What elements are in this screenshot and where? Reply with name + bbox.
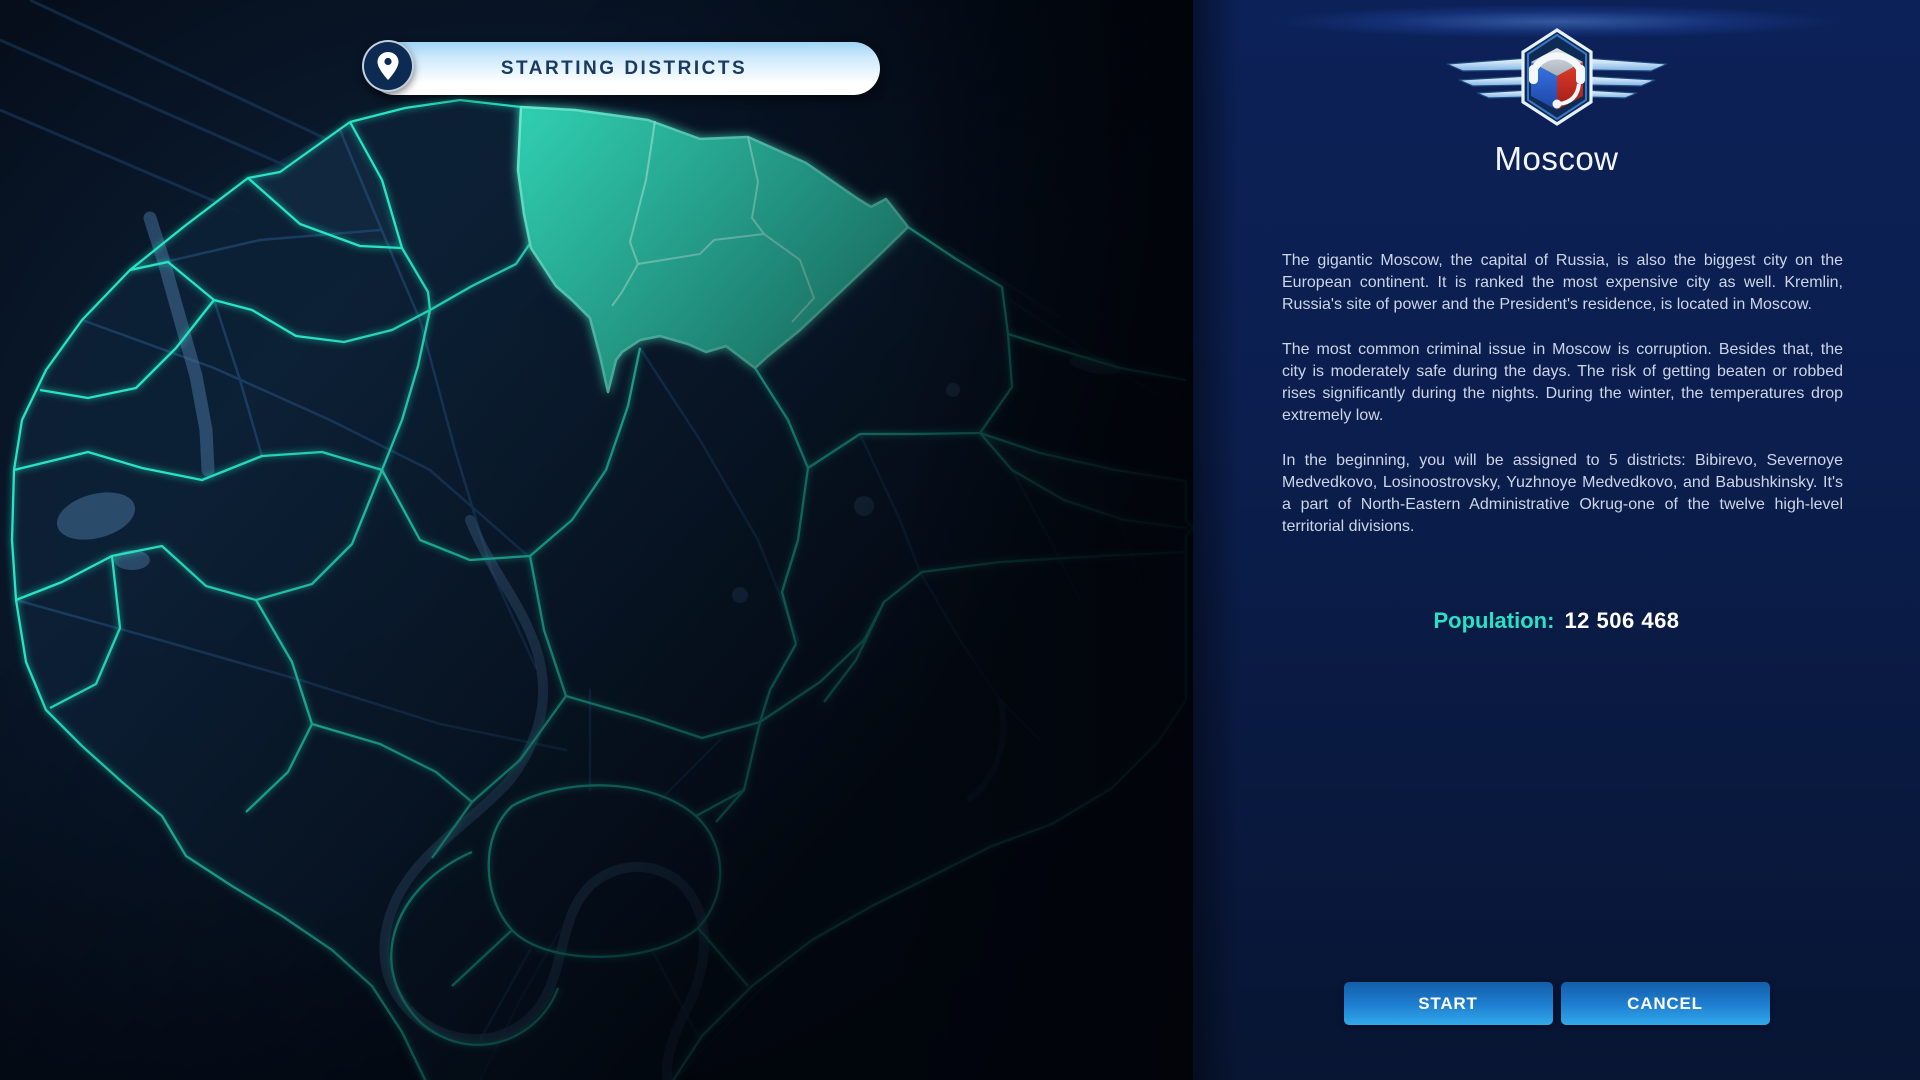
description-paragraph: The most common criminal issue in Moscow is corruption. Besides that, the city is moderately safe during the days. The risk of getting beaten or robbed rises significantly during the nights. During the winter, the temperatures drop extremely low. [1282,341,1843,424]
population-row [1193,608,1920,634]
location-pin-icon [376,51,400,81]
cancel-button[interactable]: CANCEL [1561,982,1770,1025]
city-title: Moscow [1494,140,1619,177]
description-paragraph: The gigantic Moscow, the capital of Russia, is also the biggest city on the European continent. It is ranked the most expensive city as well. Kremlin, Russia's site of power and the President's residence, is located in Moscow. [1282,252,1843,313]
population-label: Population: [1433,608,1555,633]
game-emblem-icon [1432,22,1682,134]
location-pin-badge [362,40,414,92]
starting-districts-banner [362,40,884,96]
action-buttons [1193,982,1920,1025]
city-info-panel [1193,0,1920,1080]
city-description [1282,250,1843,561]
population-value: 12 506 468 [1564,608,1680,633]
banner-label: STARTING DISTRICTS [500,57,748,79]
map-vignette-right [900,0,1193,1080]
start-button[interactable]: START [1344,982,1553,1025]
description-paragraph: In the beginning, you will be assigned to 5 districts: Bibirevo, Severnoye Medvedkovo, Losinoostrovsky, Yuzhnoye Medvedkovo, and Babushkinsky. It's a part of North-Eastern Administrative Okrug-one of the twelve high-level territorial divisions. [1282,452,1843,535]
banner-pill [368,42,880,95]
